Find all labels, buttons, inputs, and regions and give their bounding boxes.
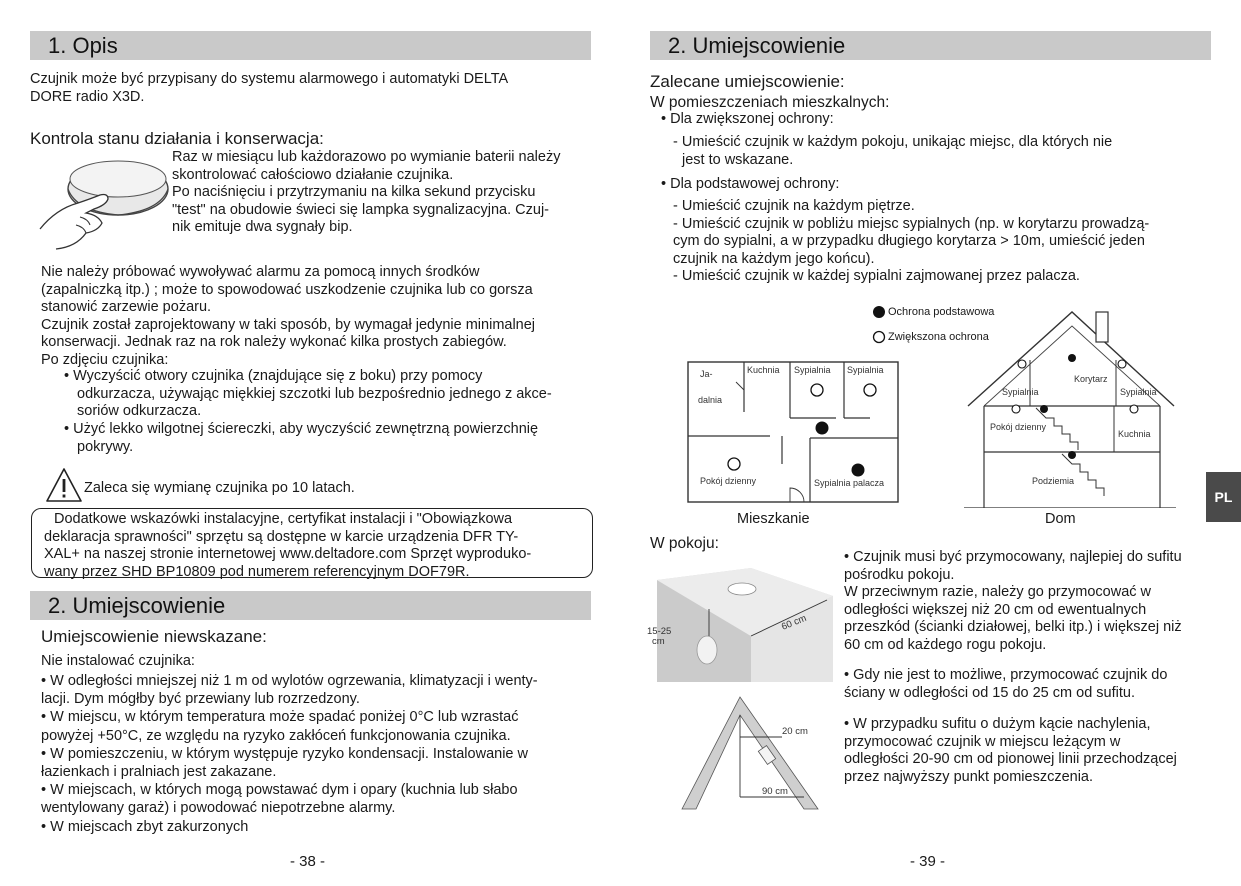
list-item [41, 708, 538, 744]
house-podziemia: Podziemia [1032, 476, 1075, 486]
bullet-line: odkurzacza, używając miękkiej szczotki lub bezpośrednio jednego z akce- [77, 385, 552, 402]
replacement-note: Zaleca się wymianę czujnika po 10 latach. [84, 480, 355, 496]
additional-info-box [31, 508, 593, 578]
box-line: Dodatkowe wskazówki instalacyjne, certyfikat instalacji i "Obowiązkowa [54, 511, 513, 527]
recommended-heading: Zalecane umiejscowienie: [650, 72, 845, 91]
room-line: ściany w odległości od 15 do 25 cm od sufitu. [844, 684, 1135, 701]
room-text-2 [844, 667, 1167, 702]
plan-pokoj-dzienny: Pokój dzienny [700, 476, 757, 486]
intro-line: Czujnik może być przypisany do systemu alarmowego i automatyki DELTA [30, 71, 509, 87]
list-line: • W miejscach, w których mogą powstawać dym i opary (kuchnia lub słabo [41, 782, 518, 799]
page-number: - 38 - [290, 853, 326, 870]
room-line: odległości większej niż 20 cm od ewentualnych [844, 601, 1147, 618]
detector-basic-marker [852, 464, 865, 477]
house-pokoj-dzienny: Pokój dzienny [990, 422, 1047, 432]
warning-triangle-icon [45, 467, 83, 503]
house-caption: Dom [1045, 511, 1076, 527]
room-corner-illustration [647, 566, 837, 682]
warning-text [41, 264, 535, 369]
warning-line: konserwacji. Jednak raz na rok należy wykonać kilka prostych zabiegów. [41, 334, 507, 350]
cleaning-bullet-2 [64, 421, 538, 456]
dist-side-1: 15-25 [647, 626, 672, 637]
not-recommended-list [41, 672, 538, 836]
not-recommended-heading: Umiejscowienie niewskazane: [41, 627, 267, 646]
room-text-3 [844, 716, 1177, 786]
house-sypialnia-right: Sypialnia [1120, 387, 1157, 397]
detector-enhanced-marker [811, 384, 823, 396]
house-kuchnia: Kuchnia [1118, 429, 1151, 439]
enhanced-line: jest to wskazane. [682, 151, 794, 168]
room-line: pośrodku pokoju. [844, 566, 955, 583]
detector-test-illustration [36, 151, 170, 251]
detector-basic-marker [1068, 451, 1076, 459]
basic-line: - Umieścić czujnik w każdej sypialni zajmowanej przez palacza. [673, 268, 1080, 284]
dist-20cm: 20 cm [782, 726, 808, 737]
sloped-ceiling-illustration [678, 693, 820, 811]
apartment-floor-plan [686, 360, 901, 508]
room-line: • W przypadku sufitu o dużym kącie nachylenia, [844, 716, 1151, 732]
basic-line: cym do sypialni, a w przypadku długiego korytarza > 10m, umieścić jeden [673, 233, 1145, 249]
warning-line: Po zdjęciu czujnika: [41, 351, 169, 368]
list-item [41, 818, 538, 836]
section-title-opis: 1. Opis [30, 31, 591, 60]
warning-line: Czujnik został zaprojektowany w taki sposób, by wymagał jedynie minimalnej [41, 316, 536, 333]
detector-enhanced-marker [1012, 405, 1020, 413]
room-text-1 [844, 549, 1182, 654]
room-line: przymocować czujnik w miejscu leżącym w [844, 733, 1121, 750]
bullet-line: pokrywy. [77, 438, 134, 455]
apartment-caption: Mieszkanie [737, 511, 810, 527]
warning-line: stanowić zarzewie pożaru. [41, 299, 212, 315]
section-title-umiejscowienie: 2. Umiejscowienie [30, 591, 591, 620]
detector-basic-marker [1040, 405, 1048, 413]
right-page [620, 0, 1241, 886]
list-line: • W miejscu, w którym temperatura może spadać poniżej 0°C lub wzrastać [41, 709, 519, 726]
basic-line: - Umieścić czujnik w pobliżu miejsc sypialnych (np. w korytarzu prowadzą- [673, 215, 1150, 232]
detector-enhanced-marker [728, 458, 740, 470]
room-line: odległości 20-90 cm od pionowej linii przechodzącej [844, 751, 1177, 767]
control-line: Raz w miesiącu lub każdorazowo po wymianie baterii należy [172, 149, 561, 165]
legend-enhanced-label: Zwiększona ochrona [888, 331, 989, 343]
enhanced-item [673, 134, 1112, 169]
intro-line: DORE radio X3D. [30, 88, 145, 105]
plan-jadalnia-1: Ja- [700, 369, 713, 379]
dist-side-2: cm [652, 636, 665, 647]
living-rooms-label: W pomieszczeniach mieszkalnych: [650, 94, 890, 111]
list-line: wentylowany garaż) i powodować niepotrzebne alarmy. [41, 800, 396, 817]
house-section-diagram [964, 308, 1176, 508]
box-line: wany przez SHD BP10809 pod numerem referencyjnym DOF79R. [44, 563, 470, 580]
basic-line: - Umieścić czujnik na każdym piętrze. [673, 198, 915, 214]
list-line: • W pomieszczeniu, w którym występuje ryzyko kondensacji. Instalowanie w [41, 745, 528, 762]
legend-enhanced-circle-icon [872, 330, 886, 344]
legend-basic-label: Ochrona podstawowa [888, 306, 995, 318]
house-sypialnia-left: Sypialnia [1002, 387, 1039, 397]
list-line: • W odległości mniejszej niż 1 m od wylotów ogrzewania, klimatyzacji i wenty- [41, 673, 538, 689]
bullet-line: soriów odkurzacza. [77, 403, 202, 419]
control-line: Po naciśnięciu i przytrzymaniu na kilka sekund przycisku [172, 184, 536, 200]
do-not-install-label: Nie instalować czujnika: [41, 653, 195, 669]
house-korytarz: Korytarz [1074, 374, 1108, 384]
room-line: • Czujnik musi być przymocowany, najlepiej do sufitu [844, 549, 1182, 565]
basic-line: czujnik na każdym jego końcu). [673, 250, 875, 267]
control-line: nik emituje dwa sygnały bip. [172, 219, 353, 235]
list-line: • W miejscach zbyt zakurzonych [41, 818, 249, 835]
detector-basic-marker [816, 422, 829, 435]
list-item [41, 745, 538, 781]
plan-sypialnia-2: Sypialnia [847, 365, 884, 375]
room-line: W przeciwnym razie, należy go przymocować w [844, 584, 1152, 600]
intro-text [30, 71, 508, 106]
plan-sypialnia-palacza: Sypialnia palacza [814, 478, 885, 488]
in-room-label: W pokoju: [650, 535, 719, 552]
control-heading: Kontrola stanu działania i konserwacja: [30, 129, 324, 148]
control-text [172, 149, 560, 237]
basic-items [673, 198, 1149, 286]
page-number: - 39 - [910, 853, 946, 870]
warning-line: (zapalniczką itp.) ; może to spowodować uszkodzenie czujnika lub co gorsza [41, 281, 533, 298]
language-tab: PL [1206, 472, 1241, 522]
legend-basic-dot-icon [872, 305, 886, 319]
dist-90cm: 90 cm [762, 786, 788, 797]
section-title-umiejscowienie-right: 2. Umiejscowienie [650, 31, 1211, 60]
box-line: XAL+ na naszej stronie internetowej www.deltadore.com Sprzęt wyproduko- [44, 546, 532, 562]
detector-basic-marker [1068, 354, 1076, 362]
detector-enhanced-marker [1130, 405, 1138, 413]
detector-enhanced-marker [864, 384, 876, 396]
dist-ceiling: 60 cm [780, 612, 809, 633]
left-page [0, 0, 620, 886]
list-item [41, 781, 538, 817]
warning-line: Nie należy próbować wywoływać alarmu za pomocą innych środków [41, 264, 480, 280]
detector-enhanced-marker [1118, 360, 1126, 368]
box-line: deklaracja sprawności" sprzętu są dostępne w karcie urządzenia DFR TY- [44, 528, 519, 545]
list-line: lacji. Dym mógłby być przewiany lub rozrzedzony. [41, 691, 360, 708]
control-line: skontrolować całościowo działanie czujnika. [172, 166, 454, 183]
basic-label: • Dla podstawowej ochrony: [661, 176, 840, 192]
enhanced-line: - Umieścić czujnik w każdym pokoju, unikając miejsc, dla których nie [673, 134, 1113, 150]
list-item [41, 672, 538, 708]
bullet-line: • Wyczyścić otwory czujnika (znajdujące się z boku) przy pomocy [64, 368, 483, 384]
plan-sypialnia-1: Sypialnia [794, 365, 831, 375]
control-line: "test" na obudowie świeci się lampka sygnalizacyjna. Czuj- [172, 201, 549, 218]
room-line: 60 cm od każdego rogu pokoju. [844, 636, 1047, 653]
room-line: przeszkód (ścianki działowej, belki itp.) i większej niż [844, 619, 1182, 635]
cleaning-bullet-1 [64, 368, 552, 421]
enhanced-label: • Dla zwiększonej ochrony: [661, 111, 834, 127]
list-line: łazienkach i pralniach jest zakazane. [41, 764, 277, 781]
detector-enhanced-marker [1018, 360, 1026, 368]
list-line: powyżej +50°C, ze względu na ryzyko zakłóceń funkcjonowania czujnika. [41, 727, 511, 744]
plan-jadalnia-2: dalnia [698, 395, 723, 405]
plan-kuchnia: Kuchnia [747, 365, 780, 375]
room-line: • Gdy nie jest to możliwe, przymocować czujnik do [844, 667, 1168, 683]
bullet-line: • Użyć lekko wilgotnej ściereczki, aby wyczyścić zewnętrzną powierzchnię [64, 421, 539, 437]
room-line: przez najwyższy punkt pomieszczenia. [844, 768, 1094, 785]
